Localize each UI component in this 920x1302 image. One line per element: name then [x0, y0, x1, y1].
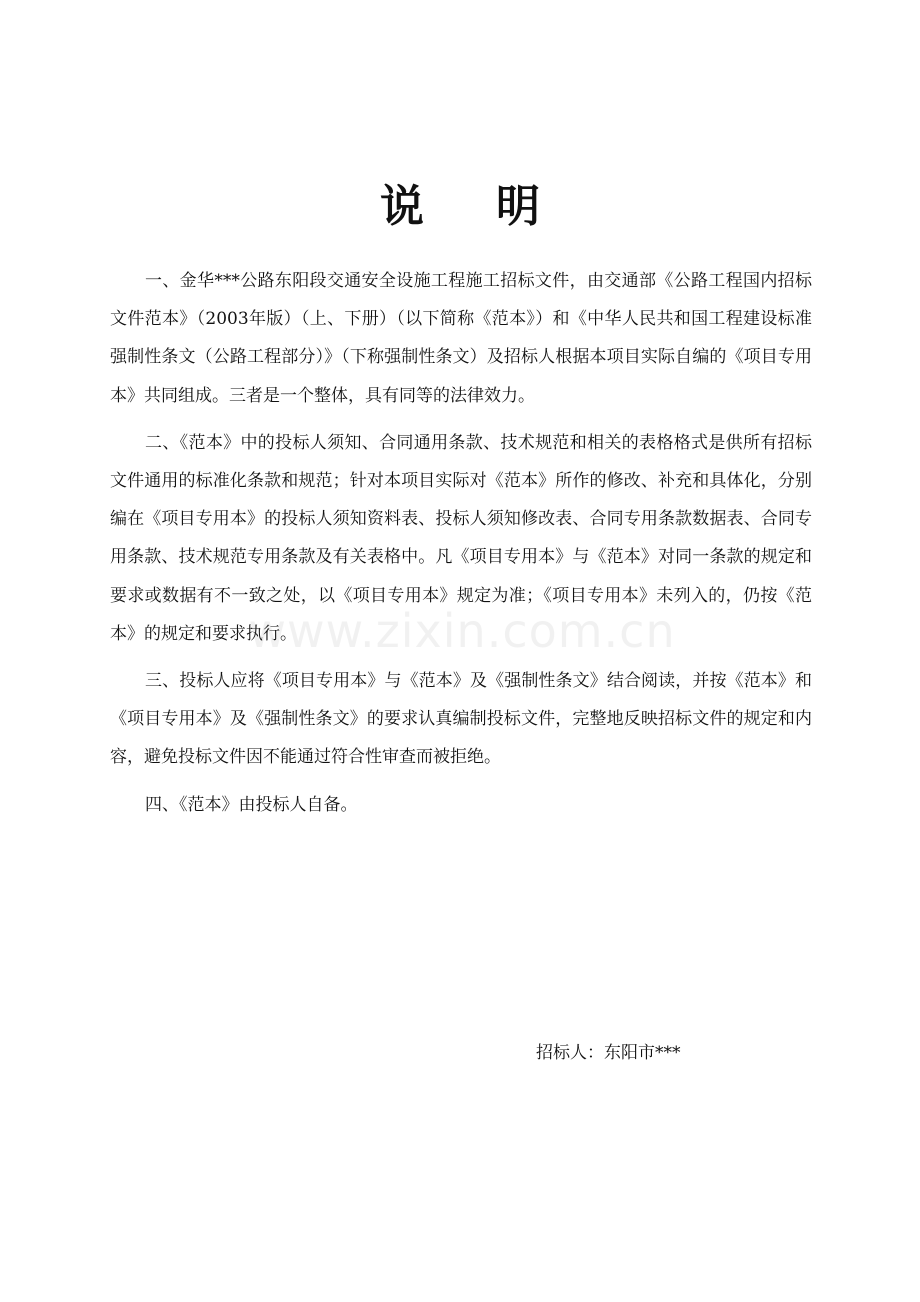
paragraph-4: 四、《范本》由投标人自备。 — [145, 794, 358, 815]
watermark: www.zixin.com.cn — [248, 604, 676, 658]
paragraph-3: 三、投标人应将《项目专用本》与《范本》及《强制性条文》结合阅读，并按《范本》和《项目专用本》及《强制性条文》的要求认真编制投标文件，完整地反映招标文件的规定和内容，避免投标文件因不能通过符合性审查而被拒绝。 — [110, 671, 812, 768]
title-char-2: 明 — [496, 181, 540, 232]
title-char-1: 说 — [380, 181, 424, 232]
paragraph-2: 二、《范本》中的投标人须知、合同通用条款、技术规范和相关的表格格式是供所有招标文件通用的标准化条款和规范；针对本项目实际对《范本》所作的修改、补充和具体化，分别编在《项目专用本》的投标人须知资料表、投标人须知修改表、合同专用条款数据表、合同专用条款、技术规范专用条款及有关表格中。凡《项目专用本》与《范本》对同一条款的规定和要求或数据有不一致之处，以《项目专用本》规定为准；《项目专用本》未列入的，仍按《范本》的规定和要求执行。 — [110, 432, 812, 644]
page-title — [0, 180, 920, 234]
signature-line: 招标人：东阳市*** — [536, 1043, 681, 1063]
paragraph-1: 一、金华***公路东阳段交通安全设施工程施工招标文件，由交通部《公路工程国内招标文件范本》（2003年版）（上、下册）（以下简称《范本》）和《中华人民共和国工程建设标准强制性条文（公路工程部分）》（下称强制性条文）及招标人根据本项目实际自编的《项目专用本》共同组成。三者是一个整体，具有同等的法律效力。 — [110, 271, 812, 406]
document-body — [110, 262, 812, 833]
